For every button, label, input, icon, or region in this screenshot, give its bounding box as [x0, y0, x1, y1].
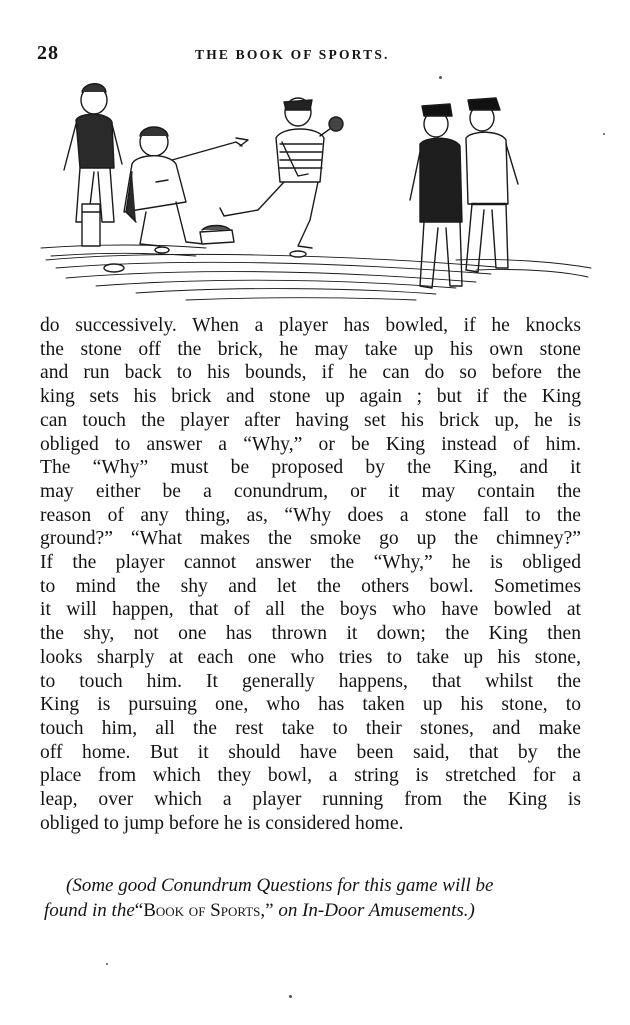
- text-line: do successively. When a player has bowled, if he knocks: [40, 315, 581, 336]
- body-text: [40, 314, 581, 835]
- text-line: obliged to answer a “Why,” or be King instead of him.: [40, 433, 581, 455]
- print-speck: [603, 133, 605, 135]
- text-line: leap, over which a player running from the King is: [40, 789, 581, 811]
- text-line: and run back to his bounds, if he can do so before the: [40, 362, 581, 384]
- text-line: touch him, all the rest take to their stones, and make: [40, 717, 581, 739]
- footnote-line: (Some good Conundrum Questions for this game will be: [66, 875, 494, 896]
- text-line: the stone off the brick, he may take up his own stone: [40, 338, 581, 360]
- text-line: can touch the player after having set his brick up, he is: [40, 409, 581, 431]
- text-line: the shy, not one has thrown it down; the King then: [40, 623, 581, 645]
- text-line: place from which they bowl, a string is stretched for a: [40, 765, 581, 787]
- text-line: ground?” “What makes the smoke go up the chimney?”: [40, 528, 581, 550]
- print-speck: [106, 963, 108, 965]
- footnote: [44, 873, 585, 923]
- running-head: THE BOOK OF SPORTS.: [195, 47, 390, 62]
- footnote-suffix: on In-Door Amusements.): [273, 900, 475, 921]
- text-line: off home. But it should have been said, that by the: [40, 741, 581, 763]
- footnote-line-2: [44, 898, 585, 923]
- game-illustration: [36, 72, 596, 312]
- text-line: King is pursuing one, who has taken up his stone, to: [40, 694, 581, 716]
- ground-stones: [104, 247, 306, 272]
- text-line: looks sharply at each one who tries to take up his stone,: [40, 646, 581, 668]
- text-line: it will happen, that of all the boys who have bowled at: [40, 599, 581, 621]
- ground-shading: [41, 245, 591, 300]
- boy-running-middle: [220, 98, 343, 248]
- print-speck: [439, 76, 442, 79]
- text-line: The “Why” must be proposed by the King, and it: [40, 457, 581, 479]
- text-line: If the player cannot answer the “Why,” he is obliged: [40, 552, 581, 574]
- text-line: may either be a conundrum, or it may contain the: [40, 480, 581, 502]
- text-line: to mind the shy and let the others bowl. Sometimes: [40, 575, 581, 597]
- page-number: 28: [37, 42, 59, 64]
- print-speck: [289, 995, 292, 998]
- boy-standing-left: [64, 84, 122, 246]
- text-line-last: obliged to jump before he is considered home.: [40, 812, 404, 834]
- text-line: king sets his brick and stone up again ; but if the King: [40, 386, 581, 408]
- footnote-prefix: found in the: [44, 900, 135, 921]
- boy-crouching-pointing: [124, 127, 248, 246]
- text-line: to touch him. It generally happens, that whilst the: [40, 670, 581, 692]
- book-title: “Book of Sports,”: [134, 900, 274, 921]
- text-line: reason of any thing, as, “Why does a stone fall to the: [40, 504, 581, 526]
- brick-and-stone: [200, 226, 234, 245]
